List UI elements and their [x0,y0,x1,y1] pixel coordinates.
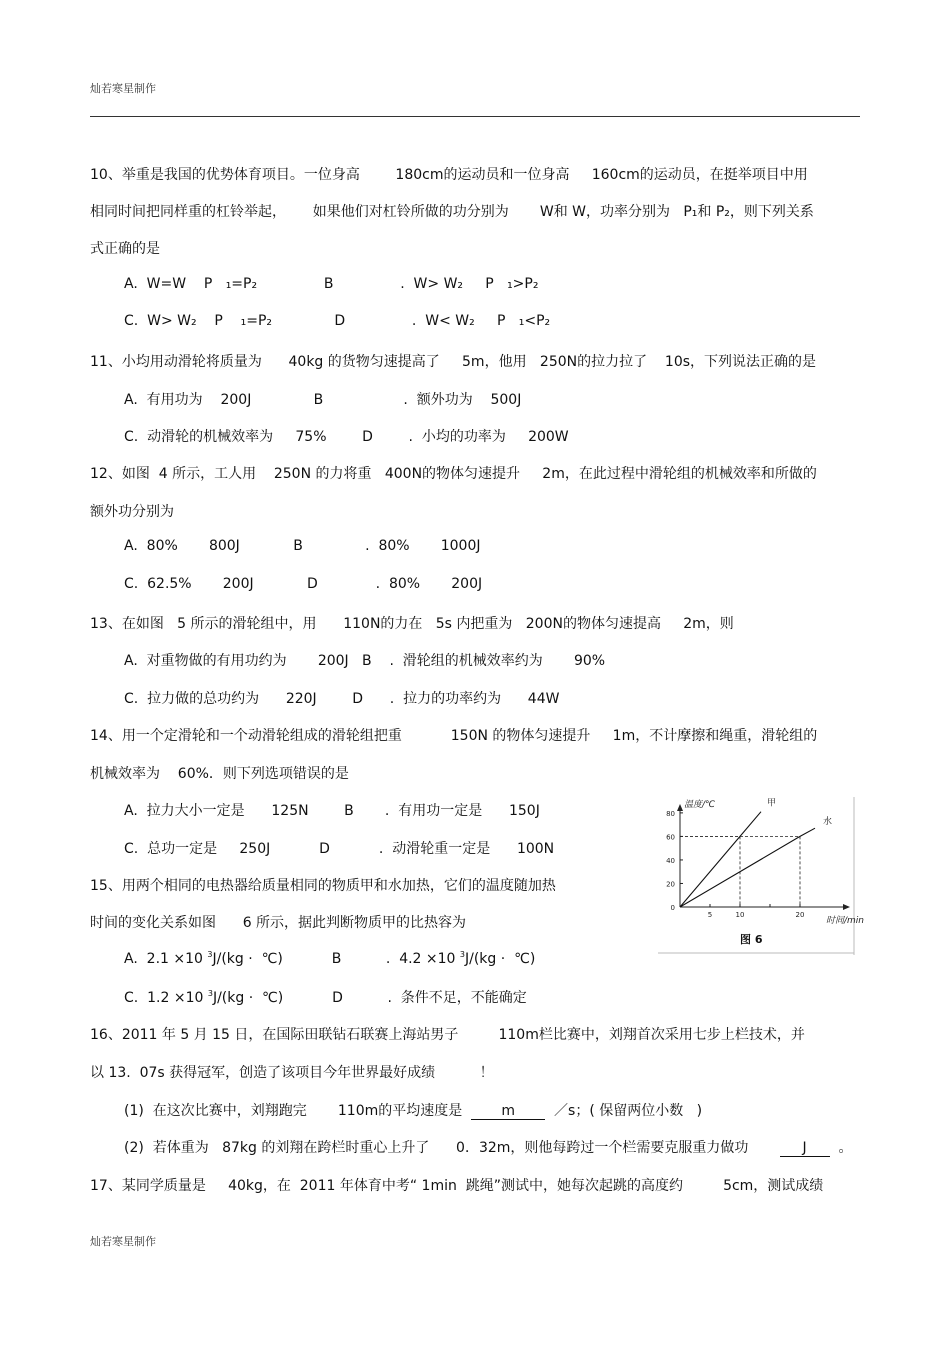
q13-option-a-b: A. 对重物做的有用功约为 200J B . 滑轮组的机械效率约为 90% [124,653,606,669]
q12-option-a-b: A. 80% 800J B . 80% 1000J [124,538,481,554]
q13-option-c-d: C. 拉力做的总功约为 220J D . 拉力的功率约为 44W [124,691,560,707]
y-tick-label: 20 [666,880,675,889]
footer-text: 灿若寒星制作 [90,1235,156,1248]
q13-line1: 13、在如图 5 所示的滑轮组中，用 110N的力在 5s 内把重为 200N的物体匀速提高 2m，则 [90,616,734,632]
q15-option-c-d: C. 1.2 ×10 $^3$J/(kg · ℃) D . 条件不足，不能确定 [124,989,527,1006]
q15-line2: 时间的变化关系如图 6 所示，据此判断物质甲的比热容为 [90,915,467,931]
q11-line1: 11、小均用动滑轮将质量为 40kg 的货物匀速提高了 5m，他用 250N的拉力拉了 10s，下列说法正确的是 [90,354,817,370]
q10-option-a-b: A. W=W P ₁=P₂ B . W> W₂ P ₁>P₂ [124,276,539,292]
q12-line2: 额外功分别为 [90,504,174,520]
x-tick-label: 5 [707,911,713,919]
q11-option-c-d: C. 动滑轮的机械效率为 75% D . 小均的功率为 200W [124,429,569,445]
q16-sub1: (1) 在这次比赛中，刘翔跑完 110m的平均速度是 m ／s；( 保留两位小数 ) [124,1103,703,1119]
q15-option-a-b: A. 2.1 ×10 $^3$J/(kg · ℃) B . 4.2 ×10 $^3$J/(kg · ℃) [124,950,536,967]
x-axis-arrow [843,904,850,910]
q10-line2: 相同时间把同样重的杠铃举起， 如果他们对杠铃所做的功分别为 W和 W，功率分别为 P₁和 P₂，则下列关系 [90,204,814,220]
q14-line2: 机械效率为 60%．则下列选项错误的是 [90,766,349,782]
y-tick-label: 80 [666,809,675,818]
header-text: 灿若寒星制作 [90,82,156,95]
series-label: 甲 [767,798,777,809]
answer-blank-speed[interactable]: m [471,1103,545,1120]
y-axis-arrow [677,804,683,811]
q10-option-c-d: C. W> W₂ P ₁=P₂ D . W< W₂ P ₁<P₂ [124,313,551,329]
q16-line2: 以 13. 07s 获得冠军，创造了该项目今年世界最好成绩 ！ [90,1065,494,1081]
y-tick-label: 0 [670,904,675,912]
x-tick-label: 20 [795,911,805,919]
q17-line1: 17、某同学质量是 40kg，在 2011 年体育中考“ 1min 跳绳”测试中，她每次起跳的高度约 5cm，测试成绩 [90,1178,824,1194]
y-tick-label: 40 [666,856,675,865]
x-tick-label: 10 [735,911,745,919]
q10-line1: 10、举重是我国的优势体育项目。一位身高 180cm的运动员和一位身高 160cm的运动员，在挺举项目中用 [90,167,808,183]
q15-line1: 15、用两个相同的电热器给质量相同的物质甲和水加热，它们的温度随加热 [90,878,556,894]
q11-option-a-b: A. 有用功为 200J B . 额外功为 500J [124,392,522,408]
y-axis-label: 温度/℃ [684,800,716,810]
header-rule [90,116,860,117]
series-line-jia [680,812,761,907]
q16-line1: 16、2011 年 5 月 15 日，在国际田联钻石联赛上海站男子 110m栏比赛中，刘翔首次采用七步上栏技术，并 [90,1027,805,1043]
answer-blank-work[interactable]: J [780,1140,830,1157]
q16-sub2: (2) 若体重为 87kg 的刘翔在跨栏时重心上升了 0．32m，则他每跨过一个栏需要克服重力做功 J 。 [124,1140,853,1156]
q12-line1: 12、如图 4 所示，工人用 250N 的力将重 400N的物体匀速提升 2m，在此过程中滑轮组的机械效率和所做的 [90,466,817,482]
y-tick-label: 60 [666,833,675,842]
figure-6-chart [658,795,865,955]
q10-line3: 式正确的是 [90,241,160,257]
x-axis-label: 时间/min [826,916,865,926]
q14-option-c-d: C. 总功一定是 250J D . 动滑轮重一定是 100N [124,841,555,857]
q14-option-a-b: A. 拉力大小一定是 125N B . 有用功一定是 150J [124,803,540,819]
figure-caption: 图 6 [740,933,763,946]
q14-line1: 14、用一个定滑轮和一个动滑轮组成的滑轮组把重 150N 的物体匀速提升 1m，不计摩擦和绳重，滑轮组的 [90,728,818,744]
series-line-water [680,828,815,907]
q12-option-c-d: C. 62.5% 200J D . 80% 200J [124,576,483,592]
series-label: 水 [823,817,833,828]
